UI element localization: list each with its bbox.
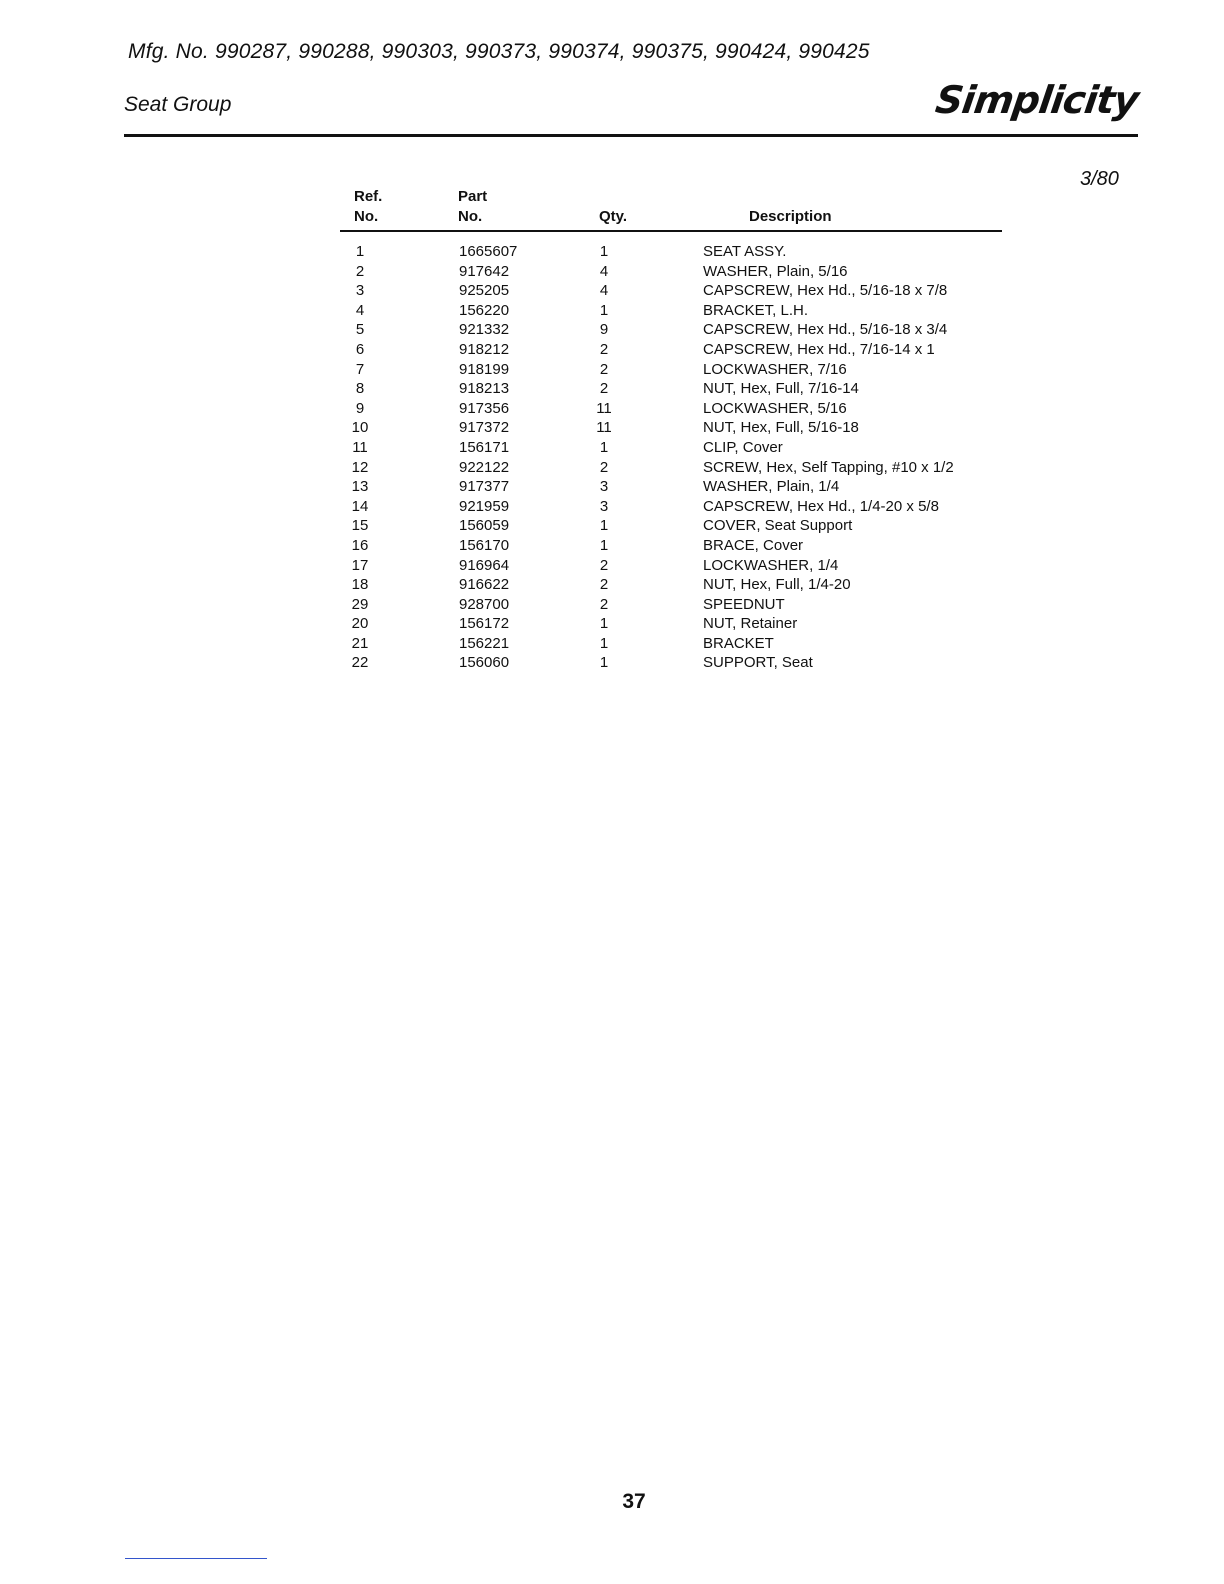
brand-logo: Simplicity [933,78,1142,122]
part-no-cell: 156059 [459,517,510,535]
qty-cell: 3 [599,478,609,496]
qty-cell: 2 [599,576,609,594]
table-row [340,242,1002,262]
qty-cell: 4 [599,282,609,300]
part-no-cell: 917642 [459,262,510,280]
table-body [340,232,1002,673]
parts-table [340,186,1002,673]
part-no-cell: 916964 [459,556,510,574]
ref-cell: 7 [355,360,365,378]
qty-cell: 2 [599,556,609,574]
ref-cell: 9 [355,399,365,417]
qty-cell: 3 [599,497,609,515]
part-no-cell: 916622 [459,576,510,594]
qty-cell: 1 [599,438,609,456]
ref-cell: 11 [352,438,368,456]
ref-cell: 2 [355,262,365,280]
part-no-cell: 918212 [459,340,510,358]
qty-cell: 1 [599,517,609,535]
ref-cell: 12 [351,458,369,476]
part-no-cell: 156221 [459,634,510,652]
qty-cell: 11 [596,399,612,417]
qty-cell: 9 [599,321,609,339]
qty-cell: 1 [599,654,609,672]
part-no-cell: 156171 [459,438,510,456]
description-cell: COVER, Seat Support [703,517,853,535]
qty-cell: 2 [599,340,609,358]
part-no-cell: 921959 [459,497,510,515]
description-cell: NUT, Hex, Full, 7/16-14 [703,380,859,398]
description-cell: SCREW, Hex, Self Tapping, #10 x 1/2 [703,458,954,476]
table-row [340,536,1002,556]
ref-cell: 16 [351,536,369,554]
ref-cell: 3 [355,282,365,300]
description-cell: CAPSCREW, Hex Hd., 1/4-20 x 5/8 [703,497,939,515]
qty-header: Qty. [599,208,628,225]
table-row [340,614,1002,634]
qty-cell: 1 [599,615,609,633]
ref-cell: 13 [351,478,369,496]
description-header: Description [749,208,832,225]
qty-cell: 1 [599,536,609,554]
part-no-cell: 156170 [459,536,510,554]
table-row [340,595,1002,615]
table-row [340,281,1002,301]
description-cell: SUPPORT, Seat [703,654,813,672]
description-cell: NUT, Hex, Full, 1/4-20 [703,576,851,594]
description-cell: LOCKWASHER, 1/4 [703,556,839,574]
table-row [340,301,1002,321]
ref-cell: 8 [355,380,365,398]
revision-date: 3/80 [1080,168,1119,190]
ref-cell: 17 [351,556,369,574]
part-no-cell: 156220 [459,301,510,319]
table-row [340,399,1002,419]
qty-cell: 2 [599,458,609,476]
page-number: 37 [622,1490,646,1513]
table-row [340,418,1002,438]
description-cell: BRACE, Cover [703,536,804,554]
qty-cell: 4 [599,262,609,280]
part-no-cell: 1665607 [459,243,518,260]
description-cell: WASHER, Plain, 1/4 [703,478,840,496]
table-row [340,340,1002,360]
table-row [340,438,1002,458]
part-no-cell: 918213 [459,380,510,398]
ref-cell: 21 [351,634,369,652]
header-rule [124,134,1138,137]
qty-cell: 1 [599,634,609,652]
part-no-cell: 917377 [459,478,510,496]
description-cell: NUT, Retainer [703,615,798,633]
description-cell: BRACKET, L.H. [703,301,809,319]
part-no-cell: 156172 [459,615,510,633]
ref-cell: 22 [351,654,369,672]
table-row [340,634,1002,654]
part-no-cell: 918199 [459,360,510,378]
ref-cell: 1 [355,243,365,260]
table-header: Ref. No. Part No. Qty. Description [340,186,1002,232]
part-no-cell: 921332 [459,321,510,339]
qty-cell: 11 [596,419,612,437]
part-no-cell: 156060 [459,654,510,672]
description-cell: LOCKWASHER, 7/16 [703,360,847,378]
table-row [340,360,1002,380]
qty-cell: 2 [599,360,609,378]
description-cell: SEAT ASSY. [703,243,787,260]
part-no-cell: 922122 [459,458,510,476]
description-cell: CLIP, Cover [703,438,783,456]
table-row [340,262,1002,282]
description-cell: CAPSCREW, Hex Hd., 7/16-14 x 1 [703,340,935,358]
table-row [340,497,1002,517]
ref-cell: 29 [351,595,369,613]
part-no-cell: 917372 [459,419,510,437]
part-no-cell: 917356 [459,399,510,417]
ref-cell: 10 [351,419,369,437]
section-title: Seat Group [124,93,232,116]
description-cell: CAPSCREW, Hex Hd., 5/16-18 x 3/4 [703,321,948,339]
part-no-cell: 925205 [459,282,510,300]
qty-cell: 2 [599,380,609,398]
footer-rule [125,1558,267,1559]
qty-cell: 1 [599,301,609,319]
description-cell: LOCKWASHER, 5/16 [703,399,847,417]
ref-cell: 15 [351,517,369,535]
ref-cell: 14 [351,497,369,515]
qty-cell: 1 [599,243,609,260]
ref-cell: 4 [355,301,365,319]
description-cell: SPEEDNUT [703,595,785,613]
table-row [340,379,1002,399]
ref-cell: 18 [351,576,369,594]
ref-cell: 6 [355,340,365,358]
description-cell: NUT, Hex, Full, 5/16-18 [703,419,859,437]
description-cell: CAPSCREW, Hex Hd., 5/16-18 x 7/8 [703,282,948,300]
table-row [340,653,1002,673]
ref-cell: 20 [351,615,369,633]
table-row [340,575,1002,595]
table-row [340,516,1002,536]
qty-cell: 2 [599,595,609,613]
table-row [340,458,1002,478]
part-no-cell: 928700 [459,595,510,613]
description-cell: WASHER, Plain, 5/16 [703,262,848,280]
table-row [340,477,1002,497]
ref-cell: 5 [355,321,365,339]
table-row [340,556,1002,576]
table-row [340,320,1002,340]
mfg-numbers: Mfg. No. 990287, 990288, 990303, 990373, 990374, 990375, 990424, 990425 [128,40,870,63]
description-cell: BRACKET [703,634,774,652]
